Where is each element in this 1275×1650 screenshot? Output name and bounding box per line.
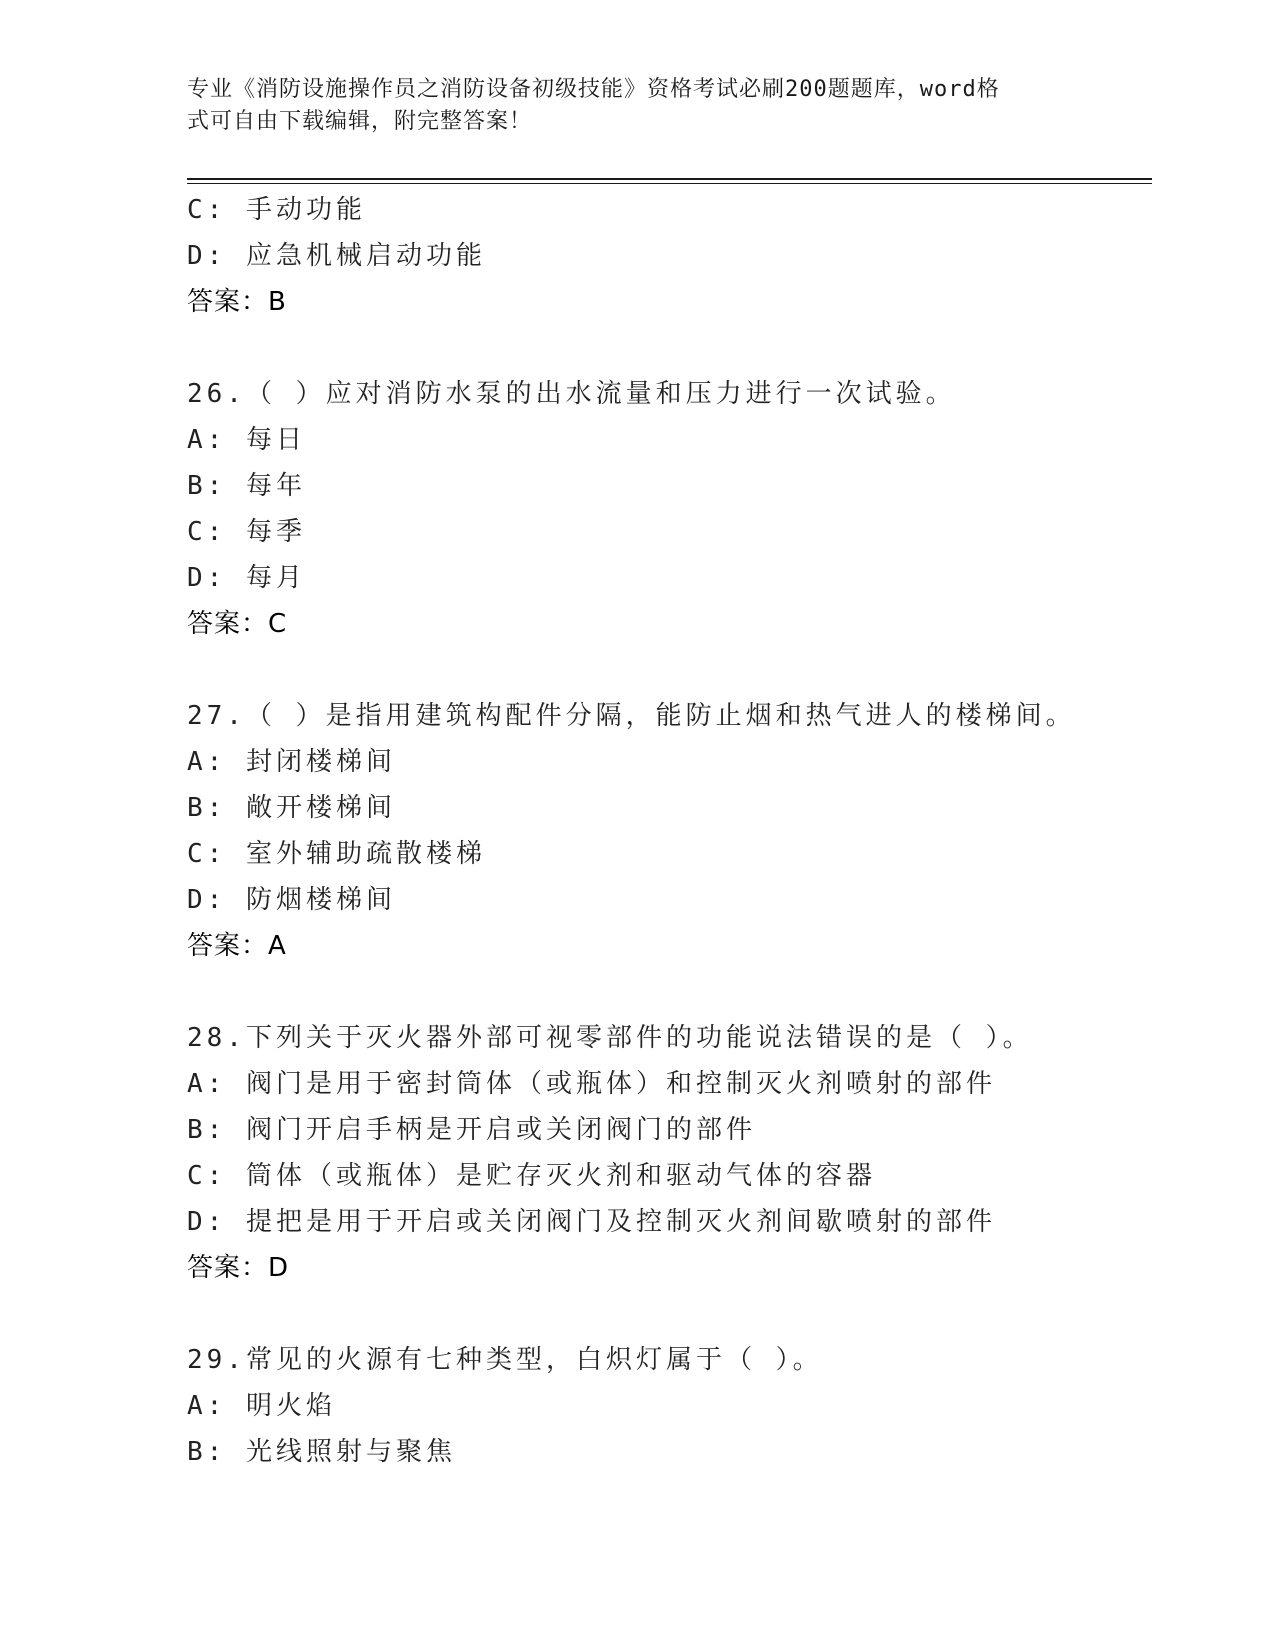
option-b: B: 阀门开启手柄是开启或关闭阀门的部件 <box>187 1115 756 1145</box>
question-stem: 28.下列关于灭火器外部可视零部件的功能说法错误的是（ ）。 <box>187 1023 1033 1053</box>
question-stem: 27.（ ）是指用建筑构配件分隔，能防止烟和热气进人的楼梯间。 <box>187 701 1076 731</box>
document-header <box>187 74 1067 138</box>
option-c: C: 手动功能 <box>187 195 366 225</box>
question-list <box>187 187 1152 1475</box>
option-d: D: 每月 <box>187 563 306 593</box>
question-28 <box>187 1015 1152 1291</box>
question-25-tail <box>187 187 1152 325</box>
option-d: D: 防烟楼梯间 <box>187 885 396 915</box>
option-c: C: 室外辅助疏散楼梯 <box>187 839 486 869</box>
question-stem: 29.常见的火源有七种类型，白炽灯属于（ ）。 <box>187 1345 823 1375</box>
option-c: C: 每季 <box>187 517 306 547</box>
answer-line: 答案：D <box>187 1253 290 1283</box>
question-29 <box>187 1337 1152 1475</box>
header-line-2: 式可自由下载编辑，附完整答案！ <box>187 109 533 134</box>
option-d: D: 提把是用于开启或关闭阀门及控制灭火剂间歇喷射的部件 <box>187 1207 996 1237</box>
option-b: B: 光线照射与聚焦 <box>187 1437 456 1467</box>
spacer <box>187 1291 1152 1337</box>
question-27 <box>187 693 1152 969</box>
question-26 <box>187 371 1152 647</box>
option-a: A: 每日 <box>187 425 306 455</box>
spacer <box>187 647 1152 693</box>
answer-line: 答案：B <box>187 287 287 317</box>
header-divider-thin <box>187 183 1152 184</box>
option-b: B: 每年 <box>187 471 306 501</box>
option-d: D: 应急机械启动功能 <box>187 241 486 271</box>
option-c: C: 筒体（或瓶体）是贮存灭火剂和驱动气体的容器 <box>187 1161 876 1191</box>
option-a: A: 封闭楼梯间 <box>187 747 396 777</box>
option-a: A: 阀门是用于密封筒体（或瓶体）和控制灭火剂喷射的部件 <box>187 1069 996 1099</box>
answer-line: 答案：A <box>187 931 287 961</box>
header-line-1: 专业《消防设施操作员之消防设备初级技能》资格考试必刷200题题库，word格 <box>187 77 1000 102</box>
answer-line: 答案：C <box>187 609 288 639</box>
spacer <box>187 969 1152 1015</box>
option-b: B: 敞开楼梯间 <box>187 793 396 823</box>
question-stem: 26.（ ）应对消防水泵的出水流量和压力进行一次试验。 <box>187 379 956 409</box>
option-a: A: 明火焰 <box>187 1391 336 1421</box>
spacer <box>187 325 1152 371</box>
header-divider-thick <box>187 178 1152 180</box>
